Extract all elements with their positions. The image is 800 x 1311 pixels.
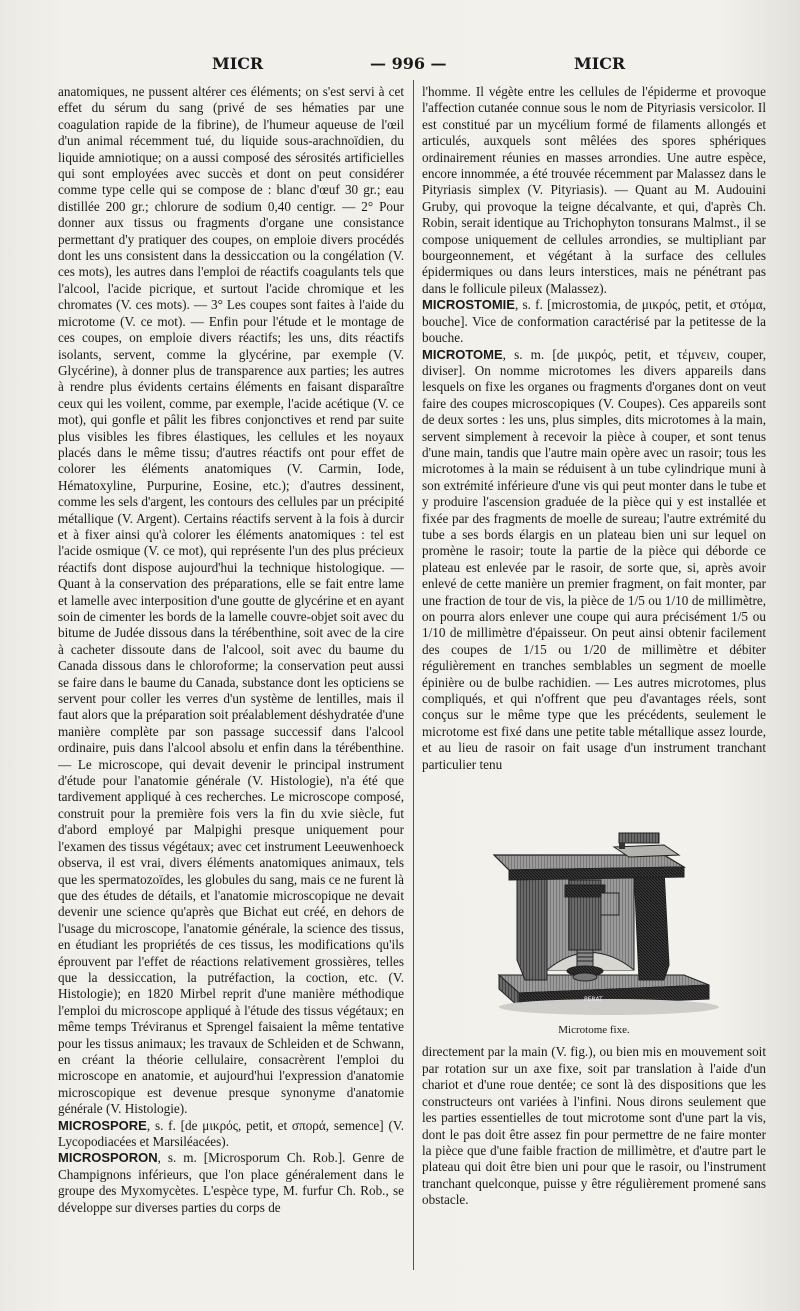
continued-entry-text: anatomiques, ne pussent altérer ces éléments; on s'est servi à cet effet du sérum du sang (privé de ses hématies par une coagulation rapide de la fibrine), de l'humeur aqueuse de l'œil d'un animal récemment tué, du liquide sous-arachnoïdien, du liquide amniotique; on a aussi composé des sérosités artificielles qui sont employées avec succès et dont on peut considérer comme type celle qui se compose de : blanc d'œuf 30 gr.; eau distillée 200 gr.; chlorure de sodium 0,40 centigr. — 2° Pour donner aux tissus ou fragments d'organe une consistance permettant d'y pratiquer des coupes, on emploie divers procédés dont les uns consistent dans la dessiccation ou la congélation (V. ces mots), les autres dans l'emploi de réactifs coagulants tels que l'alcool, l'acide picrique, et surtout l'acide chromique et les chromates (V. ces mots). — 3° Les coupes sont faites à l'aide du microtome (V. ce mot). — Enfin pour l'étude et le montage de ces coupes, on emploie divers réactifs; les uns, dits réactifs isolants, servent, comme la glycérine, par exemple (V. Glycérine), à donner plus de transparence aux parties; les autres à rendre plus évidents certains éléments en faisant disparaître ceux qui les voilent, comme, par exemple, l'acide acétique (V. ce mot), qui gonfle et pâlit les fibres conjonctives et rend par suite plus visibles les fibres élastiques, les cellules et les noyaux placés dans le même tissu; d'autres réactifs ont pour effet de colorer les éléments anatomiques (V. Carmin, Iode, Hématoxyline, Purpurine, Eosine, etc.); d'autres dessinent, comme les sels d'argent, les contours des cellules par un précipité métallique (V. Argent). Certains réactifs servent à la fois à durcir et à fixer ainsi qu'à colorer les éléments anatomiques : tel est l'acide osmique (V. ce mot), qui représente l'un des plus précieux réactifs dont dispose aujourd'hui la technique histologique. — Quant à la conservation des préparations, elle se fait entre lame et lamelle avec interposition d'une goutte de glycérine et en ayant soin de cimenter les bords de la lamelle couvre-objet soit avec du bitume de Judée dissous dans la térébenthine, soit avec de la cire à cacheter dissoute dans de l'alcool, soit avec du baume du Canada dissous dans le chloroforme; la conservation peut aussi se faire dans le baume du Canada, substance dont les opticiens se servent pour coller les verres d'un système de lentilles, mais il faut alors que la préparation soit préalablement déshydratée d'une manière complète par son passage successif dans l'alcool ordinaire, puis dans l'alcool absolu et enfin dans la térébenthine. — Le microscope, qui devait devenir le principal instrument d'étude pour l'anatomie générale (V. Histologie), n'a été que tardivement appliqué à ces recherches. Le microscope composé, construit pour la première fois vers la fin du xvie siècle, fut d'abord employé par Malpighi presque uniquement pour l'examen des tissus végétaux; avec cet instrument Leeuwenhoeck observa, il est vrai, divers éléments anatomiques animaux, tels que les spermatozoïdes, les globules du sang, mais ce ne furent là que des études de détails, et l'anatomie microscopique ne devait devenir une science qu'après que Bichat eut créé, en dehors de l'usage du microscope, l'anatomie générale, la science des tissus, en étudiant les propriétés de ces tissus, les modifications qu'ils éprouvent par l'effet de réactions relativement grossières, telles que la dessiccation, la putréfaction, la coction, etc. (V. Histologie); en 1820 Mirbel reprit d'une manière méthodique l'emploi du microscope appliqué à l'étude des tissus végétaux; en même temps Tréviranus et Sprengel faisaient la même tentative pour les tissus animaux; les travaux de Schleiden et de Schwann, en créant la théorie cellulaire, consacrèrent l'emploi du microscope en anatomie, et aujourd'hui l'expression d'anatomie microscopique est devenue presque synonyme d'anatomie générale (V. Histologie). (58, 84, 404, 1117)
entry-definition: , s. m. [de μικρός, petit, et τέμνειν, couper, diviser]. On nomme microtomes les divers appareils dans lesquels on fixe les organes ou fragments d'organes dont on veut faire des coupes microscopiques (V. Coupes). Ces appareils sont de deux sortes : les uns, plus simples, dits microtomes à la main, servent simplement à recevoir la pièce à couper, et sont tenus d'une main, tandis que l'autre main opère avec un rasoir; tous les microtomes à la main se réduisent à un tube cylindrique muni à son extrémité inférieure d'une vis qui peut monter dans le tube et y produire l'ascension graduée de la pièce qui y est installée et fixée par des fragments de moelle de sureau; l'autre extrémité du tube a ses bords élargis en un plateau bien uni sur lequel on promène le rasoir; toute la partie de la pièce qui déborde ce plateau est enlevée par le rasoir, de sorte que, si, après avoir enlevé de cette manière un premier fragment, on fait monter, par une fraction de tour de vis, la pièce de 1/5 ou 1/10 de millimètre, on pourra alors enlever une coupe qui aura précisément 1/5 ou 1/10 de millimètre d'épaisseur. On peut ainsi obtenir facilement des coupes de 1/15 ou 1/20 de millimètre et débiter régulièrement en tranches semblables un segment de moelle épinière ou de bulbe rachidien. — Les autres microtomes, plus compliqués, et qui n'offrent que peu d'avantages réels, sont conçus sur le même type que les précédents, seulement le microtome est fixé dans une petite table métallique assez lourde, et au lieu de rasoir on fait usage d'un instrument tranchant particulier tenu (422, 346, 766, 772)
entry-microstomie (422, 297, 766, 346)
left-column (58, 84, 404, 1284)
figure-caption: Microtome fixe. (558, 1024, 630, 1037)
entry-continuation-text: directement par la main (V. fig.), ou bien mis en mouvement soit par rotation sur un axe fixe, soit par translation à l'aide d'un chariot et d'une roue dentée; ce sont là des dispositions que les constructeurs ont variées à l'infini. Nous dirons seulement que les parties essentielles de tout microtome sont d'une part la vis, dont le pas doit être assez fin pour permettre de ne faire monter la pièce que d'une faible fraction de millimètre, et d'autre part le plateau qui doit être bien uni pour que le rasoir, ou l'instrument tranchant quelconque, puisse y être régulièrement promené sans obstacle. (422, 1044, 766, 1208)
entry-definition: , s. f. [microstomia, de μικρός, petit, et στόμα, bouche]. Vice de conformation caractérisé par la petitesse de la bouche. (422, 297, 766, 346)
entry-headword: MICROSPORE (58, 1117, 147, 1133)
entry-definition: , s. m. [Microsporum Ch. Rob.]. Genre de Champignons inférieurs, que l'on place généralement dans le groupe des Myxomycètes. L'espèce type, M. furfur Ch. Rob., se développe sur diverses parties du corps de (58, 1150, 404, 1215)
entry-headword: MICROSTOMIE (422, 297, 515, 313)
running-header (0, 54, 800, 78)
entry-microtome (422, 347, 766, 774)
header-right-guideword: MICR (574, 54, 626, 73)
entry-headword: MICROSPORON (58, 1150, 158, 1166)
page-number: — 996 — (370, 54, 447, 73)
right-column (422, 84, 766, 1284)
entry-definition: , s. f. [de μικρός, petit, et σπορά, semence] (V. Lycopodiacées et Marsiléacées). (58, 1117, 404, 1149)
entry-headword: MICROTOME (422, 346, 503, 362)
continued-entry-text: l'homme. Il végète entre les cellules de l'épiderme et provoque l'affection cutanée connue sous le nom de Pityriasis versicolor. Il est constitué par un mycélium formé de filaments allongés et articulés, auxquels sont mêlées des spores sphériques ordinairement réunies en masses arrondies. Une autre espèce, encore innommée, a été trouvée récemment par Malassez dans le Pityriasis simplex (V. Pityriasis). — Quant au M. Audouini Gruby, qui provoque la teigne décalvante, et qui, d'après Ch. Robin, serait identique au Trichophyton tonsurans Malmst., il se compose uniquement de cellules arrondies, se multipliant par bourgeonnement, et végétant à la surface des cellules épidermiques ou dans leurs interstices, mais ne pénétrant pas dans le follicule pileux (Malassez). (422, 84, 766, 296)
microtome-illustration (469, 785, 719, 1020)
header-left-guideword: MICR (212, 54, 264, 73)
microtome-figure (422, 785, 766, 1038)
entry-microsporon (58, 1150, 404, 1216)
column-divider (413, 80, 414, 1270)
entry-microspore (58, 1118, 404, 1151)
engraver-signature: PERAT (584, 996, 603, 1004)
